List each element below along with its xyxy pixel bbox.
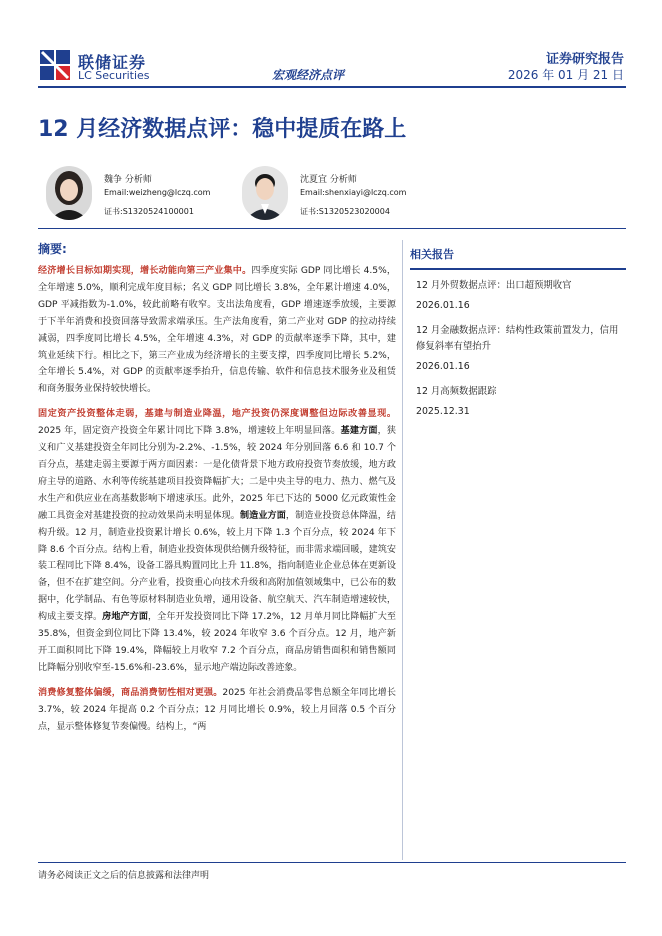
abstract-paragraph: [38, 263, 396, 398]
report-category: 宏观经济点评: [272, 68, 345, 82]
footer-disclaimer: 请务必阅读正文之后的信息披露和法律声明: [38, 871, 210, 881]
related-report-link[interactable]: 12 月金融数据点评：结构性政策前置发力，信用修复斜率有望抬升: [416, 325, 619, 352]
footer-divider: [38, 862, 626, 863]
report-type: 证券研究报告: [545, 52, 624, 67]
subtopic-label: 基建方面: [340, 426, 378, 437]
page-title: 12 月经济数据点评：稳中提质在路上: [38, 117, 407, 142]
paragraph-lead: 固定资产投资整体走弱，基建与制造业降温，地产投资仍深度调整但边际改善显现。: [38, 409, 396, 420]
analyst-avatar: [46, 166, 92, 220]
related-heading: 相关报告: [410, 246, 626, 270]
abstract-paragraph: [38, 685, 396, 736]
subtopic-label: 制造业方面: [239, 510, 286, 521]
paragraph-text: 四季度实际 GDP 同比增长 4.5%，全年增速 5.0%，顺利完成年度目标；名义 GDP 同比增长 3.8%，全年累计增速 4.0%，GDP 平减指数为-1.0%，较此前略有收窄。支出法角度看，GDP 增速逐季放缓，主要源于下半年消费和投资回落导致需求端承压。生产法角度看，第二产业对 GDP 的拉动持续减弱，四季度同比增长 4.5%，全年增速 4.3%，对 GDP 的贡献率逐季下降，其中，建筑业延续下行。相比之下，第三产业成为经济增长的主要支撑，四季度同比增长 5.2%，全年增长 5.4%，对 GDP 的贡献率逐季抬升，信息传输、软件和信息技术服务业及租赁和商务服务业保持较快增长。: [38, 266, 396, 395]
paragraph-text: ，全年开发投资同比下降 17.2%，12 月单月同比降幅扩大至 35.8%，但资金到位同比下降 13.4%，较 2024 年收窄 3.6 个百分点。12 月，地产新开工面积同比下降 19.4%，降幅较上月收窄 7.2 个百分点，商品房销售面积和销售额同比降幅分别收窄至-15.6%和-23.6%，显示地产端边际改善迹象。: [38, 612, 396, 673]
abstract-heading: 摘要:: [38, 242, 67, 256]
abstract-paragraph: [38, 406, 396, 677]
analyst-cert: 证书:S1320524100001: [104, 207, 194, 216]
abstract-section: [38, 240, 396, 743]
related-reports: [410, 246, 626, 429]
related-report-link[interactable]: 12 月高频数据跟踪: [416, 386, 497, 397]
paragraph-text: ，狭义和广义基建投资全年同比分别为-2.2%、-1.5%，较 2024 年分别回落 6.6 和 10.7 个百分点，基建走弱主要源于两方面因素：一是化债背景下地方政府投资节奏放缓，地方政府主导的道路、水利等传统基建项目投资降幅扩大；二是中央主导的电力、热力、燃气及水生产和供应业在高基数影响下增速承压。此外，2025 年已下达的 5000 亿元政策性金融工具资金对基建投资的拉动效果尚未明显体现。: [38, 426, 396, 521]
related-report-date: 2026.01.16: [416, 300, 470, 311]
paragraph-text: 2025 年社会消费品零售总额全年同比增长 3.7%，较 2024 年提高 0.2 个百分点；12 月同比增长 0.9%，较上月回落 0.5 个百分点，显示整体修复节奏偏慢。结构上，“两: [38, 687, 396, 732]
analyst-name: 沈夏宜 分析师: [300, 175, 357, 185]
analyst-cert: 证书:S1320523020004: [300, 207, 390, 216]
analyst-avatar: [242, 166, 288, 220]
paragraph-lead: 经济增长目标如期实现，增长动能向第三产业集中。: [38, 266, 252, 276]
analyst-email[interactable]: Email:shenxiayi@lczq.com: [300, 188, 407, 197]
column-divider: [402, 240, 403, 860]
related-report-date: 2025.12.31: [416, 406, 470, 417]
brand-name-en: LC Securities: [78, 69, 150, 82]
section-divider: [38, 228, 626, 229]
analyst-email[interactable]: Email:weizheng@lczq.com: [104, 188, 211, 197]
brand-logo-icon: [40, 50, 70, 80]
paragraph-text: ，制造业投资总体降温，结构升级。12 月，制造业投资累计增长 0.6%，较上月下降 1.3 个百分点，较 2024 年下降 8.6 个百分点。结构上看，制造业投资体现供给侧升级特征，而非需求端回暖，建筑安装工程同比下降 8.4%，设备工器具购置同比上升 11.8%，指向制造业企业总体在更新设备，但不在扩建空间。分产业看，投资重心向技术升级和高附加值领域集中，已公布的数据中，化学制品、有色等原材料制造业负增，通用设备、航空航天、汽车制造增速较快，构成主要支撑。: [38, 510, 396, 623]
paragraph-lead: 消费修复整体偏缓，商品消费韧性相对更强。: [38, 687, 223, 698]
subtopic-label: 房地产方面: [102, 612, 148, 623]
brand-name-cn: 联储证券: [78, 53, 147, 72]
related-report-date: 2026.01.16: [416, 361, 470, 372]
report-date: 2026 年 01 月 21 日: [507, 68, 624, 82]
paragraph-text: 2025 年，固定资产投资全年累计同比下降 3.8%，增速较上年明显回落。: [38, 426, 341, 437]
related-report-link[interactable]: 12 月外贸数据点评：出口超预期收官: [416, 280, 572, 291]
analyst-name: 魏争 分析师: [104, 175, 152, 185]
header-divider: [38, 86, 626, 88]
